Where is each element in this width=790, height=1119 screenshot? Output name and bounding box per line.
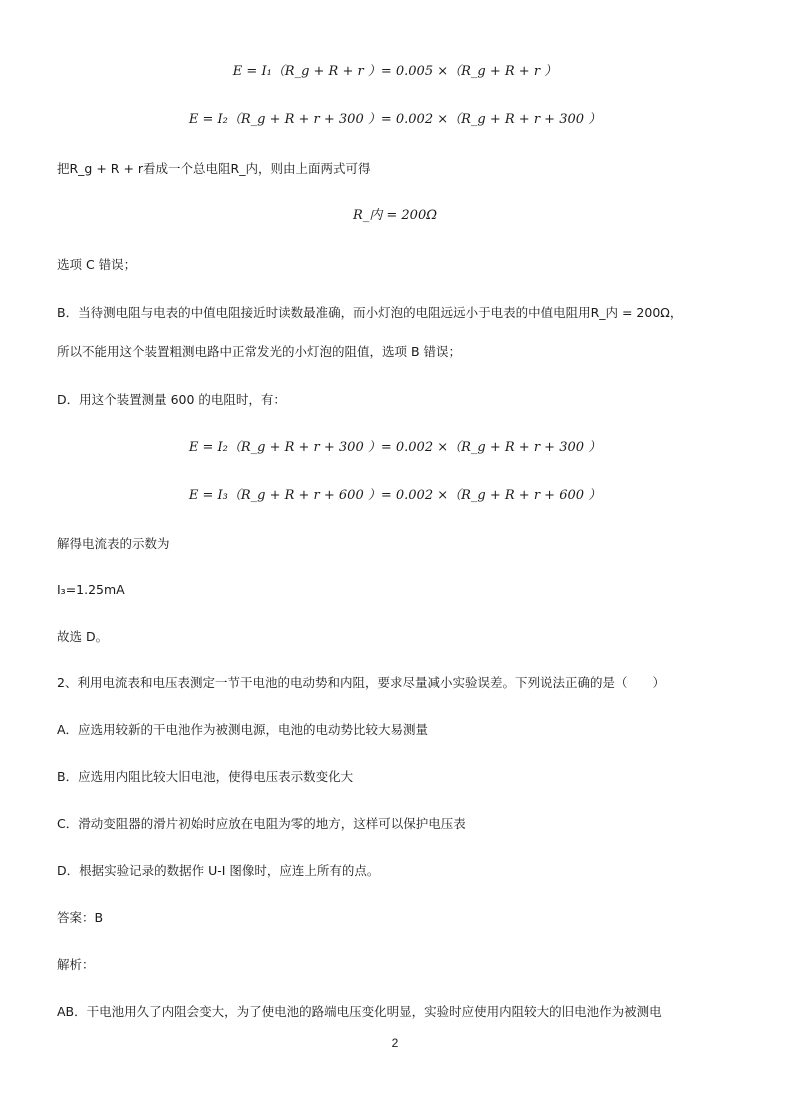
paragraph: 所以不能用这个装置粗测电路中正常发光的小灯泡的阻值，选项 B 错误； — [57, 344, 462, 359]
paragraph: I₃=1.25mA — [57, 582, 125, 597]
paragraph: 解得电流表的示数为 — [57, 536, 170, 551]
equation-1: E = I₁（R_g + R + r ）= 0.005 ×（R_g + R + r ） — [232, 64, 558, 79]
equation-5: E = I₃（R_g + R + r + 600 ）= 0.002 ×（R_g + R + r + 600 ） — [188, 488, 602, 503]
page-number: 2 — [391, 1036, 399, 1050]
option-a: A．应选用较新的干电池作为被测电源，电池的电动势比较大易测量 — [57, 722, 429, 737]
paragraph: 把R_g + R + r看成一个总电阻R_内，则由上面两式可得 — [57, 161, 371, 176]
option-c: C．滑动变阻器的滑片初始时应放在电阻为零的地方，这样可以保护电压表 — [57, 816, 466, 831]
question-stem: 2、利用电流表和电压表测定一节干电池的电动势和内阻，要求尽量减小实验误差。下列说法正确的是（ ） — [57, 675, 665, 690]
paragraph: 故选 D。 — [57, 629, 109, 644]
analysis-paragraph: AB．干电池用久了内阻会变大，为了使电池的路端电压变化明显，实验时应使用内阻较大的旧电池作为被测电 — [57, 1004, 662, 1019]
option-d: D．根据实验记录的数据作 U-I 图像时，应连上所有的点。 — [57, 863, 380, 878]
equation-2: E = I₂（R_g + R + r + 300 ）= 0.002 ×（R_g + R + r + 300 ） — [188, 112, 602, 127]
paragraph: D．用这个装置测量 600 的电阻时，有： — [57, 392, 286, 407]
equation-4: E = I₂（R_g + R + r + 300 ）= 0.002 ×（R_g + R + r + 300 ） — [188, 440, 602, 455]
analysis-heading: 解析： — [57, 957, 95, 972]
paragraph: B．当待测电阻与电表的中值电阻接近时读数最准确，而小灯泡的电阻远远小于电表的中值电阻用R_内 = 200Ω， — [57, 305, 683, 320]
paragraph: 选项 C 错误； — [57, 257, 137, 272]
option-b: B．应选用内阻比较大旧电池，使得电压表示数变化大 — [57, 769, 354, 784]
answer: 答案：B — [57, 910, 104, 925]
equation-3: R_内 = 200Ω — [352, 208, 438, 223]
